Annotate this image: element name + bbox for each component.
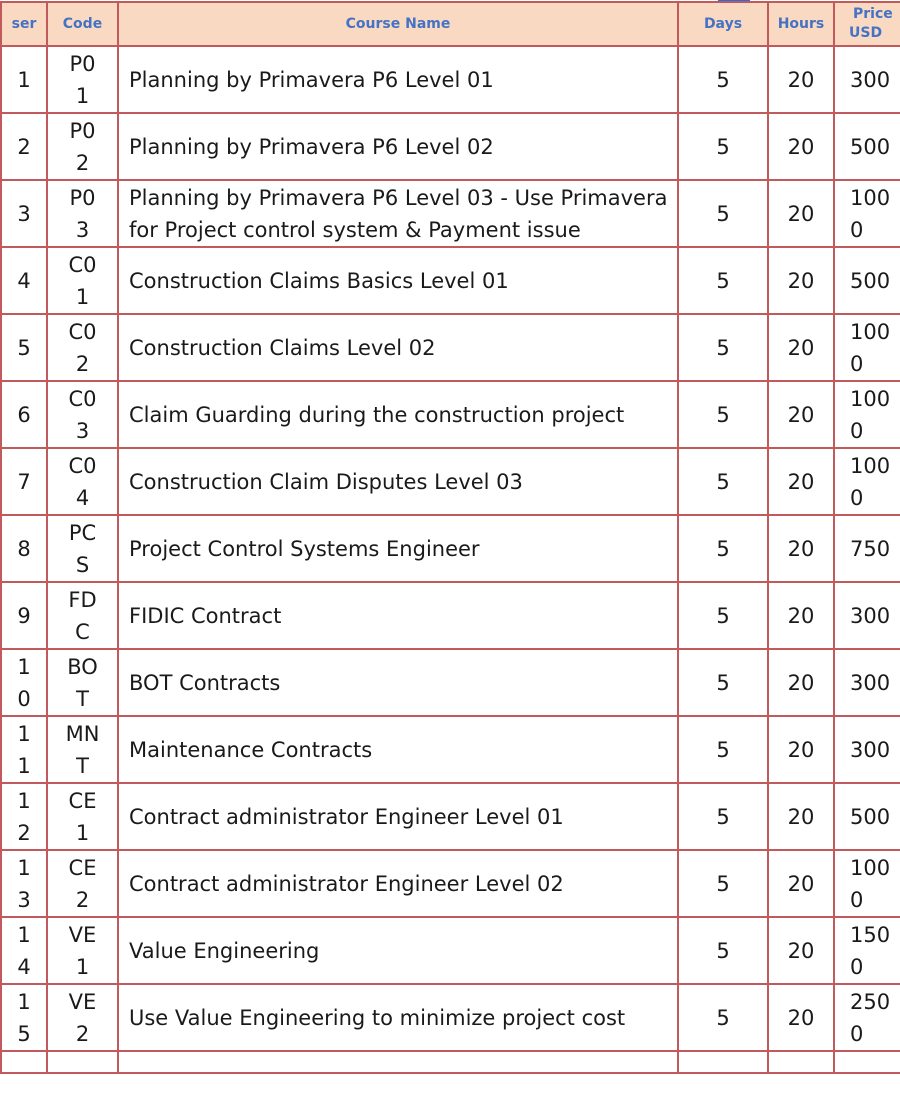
row-course-name-cell: Construction Claims Basics Level 01 [118, 247, 678, 314]
row-hours-cell: 20 [768, 448, 834, 515]
row-price-cell: 250 0 [834, 984, 900, 1051]
row-serial-cell: 4 [1, 247, 47, 314]
row-hours-cell: 20 [768, 917, 834, 984]
row-hours-cell: 20 [768, 515, 834, 582]
row-serial-cell: 3 [1, 180, 47, 247]
row-days-cell: 5 [678, 46, 768, 113]
row-code-cell: PC S [47, 515, 118, 582]
header-hours: Hours [768, 2, 834, 46]
row-hours-cell: 20 [768, 247, 834, 314]
row-price-cell: 100 0 [834, 180, 900, 247]
row-course-name-cell: Claim Guarding during the construction project [118, 381, 678, 448]
row-code-cell: C0 4 [47, 448, 118, 515]
row-serial-cell: 1 [1, 46, 47, 113]
table-row [1, 649, 900, 716]
row-serial-cell: 8 [1, 515, 47, 582]
row-price-cell: 300 [834, 582, 900, 649]
table-row [1, 46, 900, 113]
header-row [1, 2, 900, 46]
table-row-partial [1, 1051, 900, 1073]
row-course-name-cell: Construction Claims Level 02 [118, 314, 678, 381]
row-price-cell: 500 [834, 783, 900, 850]
row-course-name-cell: Planning by Primavera P6 Level 01 [118, 46, 678, 113]
row-days-cell: 5 [678, 850, 768, 917]
row-days-cell: 5 [678, 783, 768, 850]
empty-cell [1, 1051, 47, 1073]
row-serial-cell: 5 [1, 314, 47, 381]
row-serial-cell: 1 5 [1, 984, 47, 1051]
row-course-name-cell: Contract administrator Engineer Level 01 [118, 783, 678, 850]
row-days-cell: 5 [678, 113, 768, 180]
row-course-name-cell: Value Engineering [118, 917, 678, 984]
row-code-cell: VE 2 [47, 984, 118, 1051]
row-days-cell: 5 [678, 314, 768, 381]
row-days-cell: 5 [678, 582, 768, 649]
table-row [1, 314, 900, 381]
row-hours-cell: 20 [768, 46, 834, 113]
table-row [1, 448, 900, 515]
table-row [1, 582, 900, 649]
row-price-cell: 100 0 [834, 314, 900, 381]
row-code-cell: VE 1 [47, 917, 118, 984]
row-code-cell: C0 2 [47, 314, 118, 381]
row-code-cell: FD C [47, 582, 118, 649]
header-price-currency: USD [849, 25, 883, 41]
row-days-cell: 5 [678, 649, 768, 716]
empty-cell [118, 1051, 678, 1073]
table-row [1, 180, 900, 247]
row-hours-cell: 20 [768, 783, 834, 850]
row-code-cell: P0 2 [47, 113, 118, 180]
row-hours-cell: 20 [768, 984, 834, 1051]
table-row [1, 783, 900, 850]
row-course-name-cell: Project Control Systems Engineer [118, 515, 678, 582]
row-days-cell: 5 [678, 247, 768, 314]
row-days-cell: 5 [678, 448, 768, 515]
row-serial-cell: 2 [1, 113, 47, 180]
row-code-cell: CE 2 [47, 850, 118, 917]
row-course-name-cell: FIDIC Contract [118, 582, 678, 649]
row-price-cell: 100 0 [834, 381, 900, 448]
table-row [1, 113, 900, 180]
row-price-cell: 300 [834, 46, 900, 113]
header-code: Code [47, 2, 118, 46]
row-hours-cell: 20 [768, 180, 834, 247]
table-row [1, 381, 900, 448]
table-row [1, 515, 900, 582]
row-serial-cell: 6 [1, 381, 47, 448]
row-days-cell: 5 [678, 180, 768, 247]
table-row [1, 850, 900, 917]
row-serial-cell: 9 [1, 582, 47, 649]
row-days-cell: 5 [678, 515, 768, 582]
row-days-cell: 5 [678, 984, 768, 1051]
row-code-cell: C0 3 [47, 381, 118, 448]
header-price [834, 2, 900, 46]
row-course-name-cell: BOT Contracts [118, 649, 678, 716]
row-code-cell: CE 1 [47, 783, 118, 850]
table-row [1, 984, 900, 1051]
row-serial-cell: 1 0 [1, 649, 47, 716]
header-course-name: Course Name [118, 2, 678, 46]
row-course-name-cell: Maintenance Contracts [118, 716, 678, 783]
row-course-name-cell: Construction Claim Disputes Level 03 [118, 448, 678, 515]
row-price-cell: 100 0 [834, 448, 900, 515]
row-hours-cell: 20 [768, 381, 834, 448]
empty-cell [768, 1051, 834, 1073]
row-hours-cell: 20 [768, 582, 834, 649]
row-price-cell: 300 [834, 716, 900, 783]
row-days-cell: 5 [678, 381, 768, 448]
table-row [1, 716, 900, 783]
empty-cell [47, 1051, 118, 1073]
row-days-cell: 5 [678, 716, 768, 783]
course-table-body [1, 46, 900, 1073]
row-serial-cell: 1 1 [1, 716, 47, 783]
row-hours-cell: 20 [768, 716, 834, 783]
row-course-name-cell: Contract administrator Engineer Level 02 [118, 850, 678, 917]
row-serial-cell: 1 3 [1, 850, 47, 917]
row-price-cell: 300 [834, 649, 900, 716]
row-code-cell: MN T [47, 716, 118, 783]
row-days-cell: 5 [678, 917, 768, 984]
table-row [1, 247, 900, 314]
row-serial-cell: 1 2 [1, 783, 47, 850]
row-hours-cell: 20 [768, 314, 834, 381]
row-code-cell: BO T [47, 649, 118, 716]
row-hours-cell: 20 [768, 649, 834, 716]
row-hours-cell: 20 [768, 850, 834, 917]
row-course-name-cell: Planning by Primavera P6 Level 02 [118, 113, 678, 180]
row-price-cell: 500 [834, 113, 900, 180]
empty-cell [834, 1051, 900, 1073]
row-price-cell: 100 0 [834, 850, 900, 917]
header-price-label: Price [853, 6, 893, 22]
empty-cell [678, 1051, 768, 1073]
course-table [0, 1, 900, 1074]
row-serial-cell: 1 4 [1, 917, 47, 984]
row-hours-cell: 20 [768, 113, 834, 180]
row-course-name-cell: Planning by Primavera P6 Level 03 - Use Primavera for Project control system & Payment issue [118, 180, 678, 247]
row-code-cell: P0 3 [47, 180, 118, 247]
row-code-cell: P0 1 [47, 46, 118, 113]
row-price-cell: 750 [834, 515, 900, 582]
row-price-cell: 500 [834, 247, 900, 314]
row-course-name-cell: Use Value Engineering to minimize project cost [118, 984, 678, 1051]
table-row [1, 917, 900, 984]
row-serial-cell: 7 [1, 448, 47, 515]
row-code-cell: C0 1 [47, 247, 118, 314]
row-price-cell: 150 0 [834, 917, 900, 984]
header-ser: ser [1, 2, 47, 46]
header-days: Days [678, 2, 768, 46]
